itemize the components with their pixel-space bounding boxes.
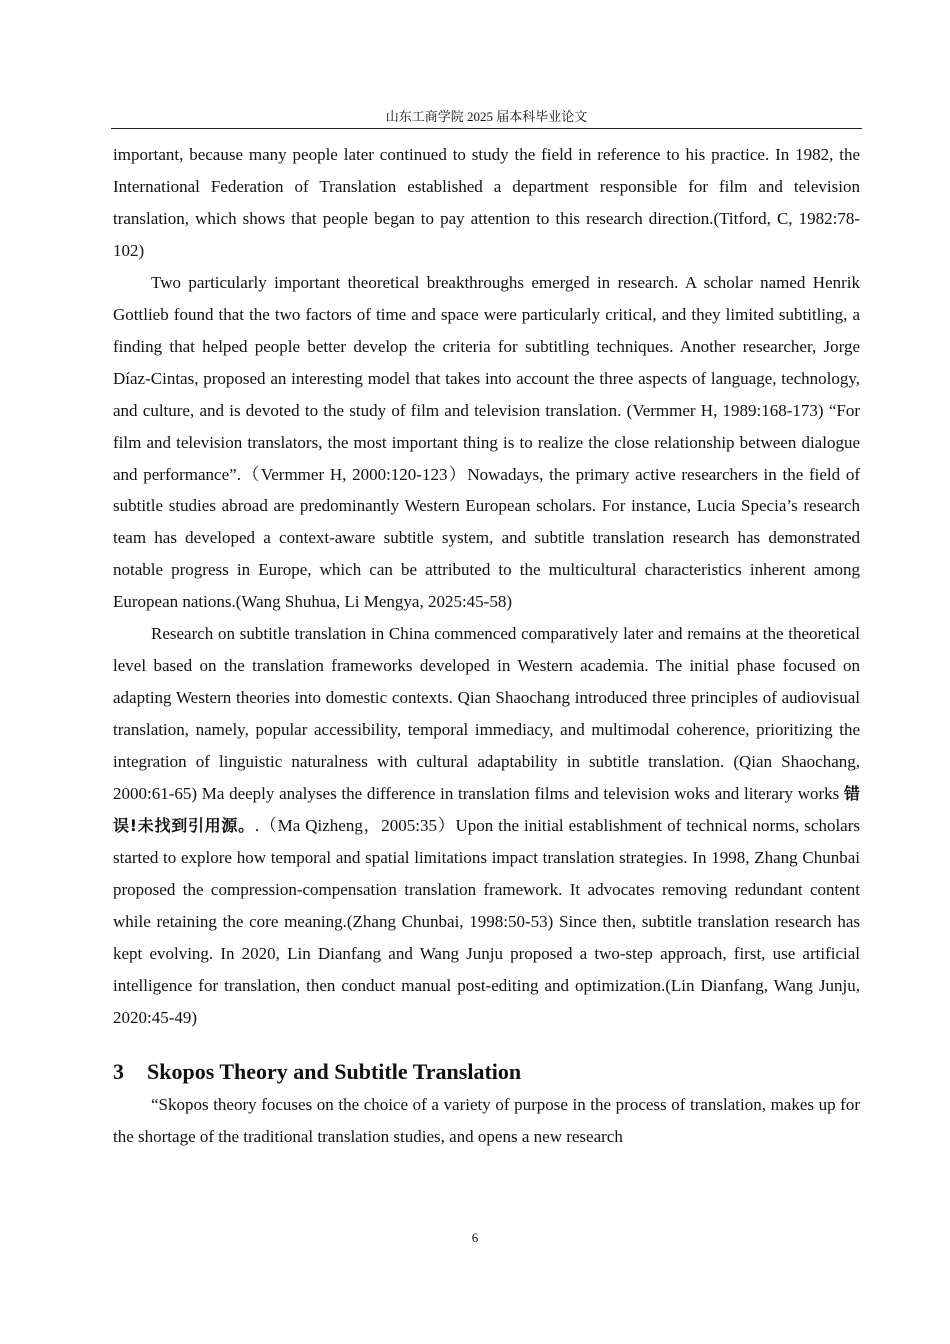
citation-error-text: 错误!未找到引用源。 [113, 784, 860, 836]
section-heading [113, 1057, 860, 1089]
paragraph-text-after-error: .（Ma Qizheng，2005:35）Upon the initial establishment of technical norms, scholars started to explore how temporal and spatial limitations impact translation strategies. In 1998, Zhang Chunbai proposed the compression-compensation translation framework. It advocates removing redundant content while retaining the core meaning.(Zhang Chunbai, 1998:50-53) Since then, subtitle translation research has kept evolving. In 2020, Lin Dianfang and Wang Junju proposed a two-step approach, first, use artificial intelligence for translation, then conduct manual post-editing and optimization.(Lin Dianfang, Wang Junju, 2020:45-49) [113, 816, 860, 1027]
body-text [113, 139, 860, 1153]
paragraph-skopos-intro: “Skopos theory focuses on the choice of a variety of purpose in the process of translation, makes up for the shortage of the traditional translation studies, and opens a new research [113, 1094, 860, 1146]
paragraph-text-before-error: Research on subtitle translation in China commenced comparatively later and remains at the theoretical level based on the translation frameworks developed in Western academia. The initial phase focused on adapting Western theories into domestic contexts. Qian Shaochang introduced three principles of audiovisual translation, namely, popular accessibility, temporal immediacy, and multimodal coherence, prioritizing the integration of linguistic naturalness with cultural adaptability in subtitle translation. (Qian Shaochang, 2000:61-65) Ma deeply analyses the difference in translation films and television woks and literary works [113, 624, 860, 804]
page-number: 6 [471, 1230, 479, 1245]
section-number: 3 [113, 1058, 124, 1084]
paragraph-foreign-research: Two particularly important theoretical breakthroughs emerged in research. A scholar named Henrik Gottlieb found that the two factors of time and space were particularly critical, and they limited subtitling, a finding that helped people better develop the criteria for subtitling techniques. Another researcher, Jorge Díaz-Cintas, proposed an interesting model that takes into account the three aspects of language, technology, and culture, and is devoted to the study of film and television translation. (Vermmer H, 1989:168-173) “For film and television translators, the most important thing is to realize the close relationship between dialogue and performance”.（Vermmer H, 2000:120-123）Nowadays, the primary active researchers in the field of subtitle studies abroad are predominantly Western European scholars. For instance, Lucia Specia’s research team has developed a context-aware subtitle system, and subtitle translation research has demonstrated notable progress in Europe, which can be attributed to the multicultural characteristics inherent among European nations.(Wang Shuhua, Li Mengya, 2025:45-58) [113, 272, 860, 612]
header-rule [111, 128, 862, 129]
page-header: 山东工商学院 2025 届本科毕业论文 [385, 109, 588, 124]
paragraph-china-research [113, 618, 860, 1033]
section-title: Skopos Theory and Subtitle Translation [147, 1058, 522, 1084]
paragraph-continuation: important, because many people later continued to study the field in reference to his practice. In 1982, the International Federation of Translation established a department responsible for film and television translation, which shows that people began to pay attention to this research direction.(Titford, C, 1982:78-102) [113, 145, 860, 260]
